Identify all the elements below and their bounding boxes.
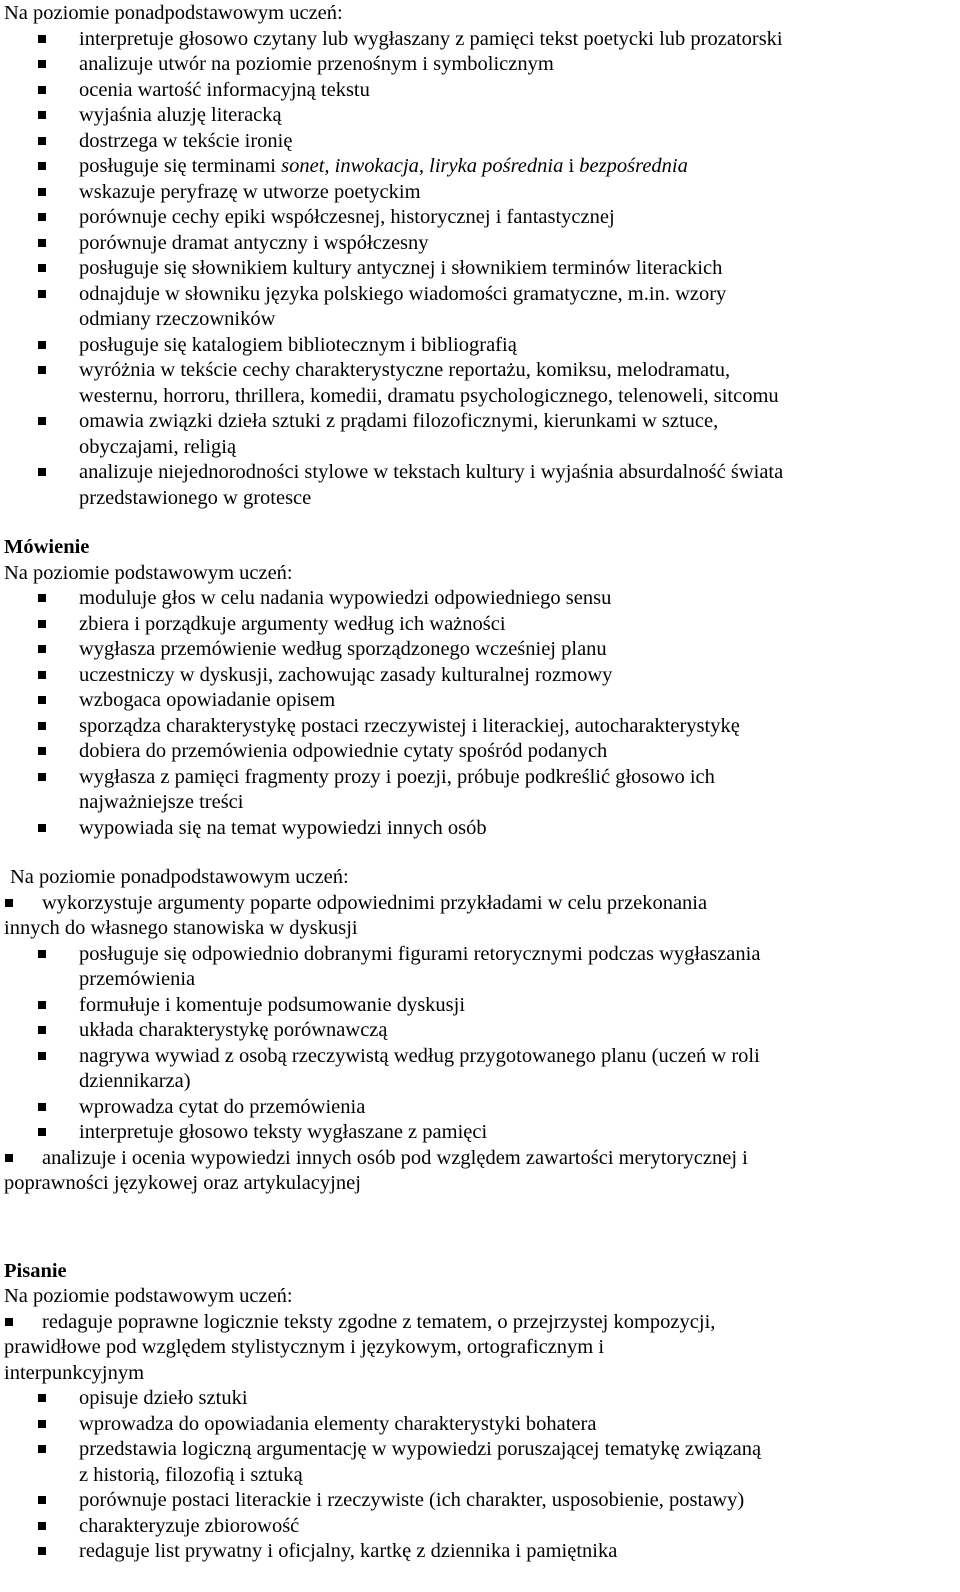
bullet-icon — [5, 899, 13, 907]
list-item — [4, 1018, 952, 1044]
list-item — [4, 52, 952, 78]
list-item-text: wygłasza przemówienie według sporządzonego wcześniej planu — [79, 638, 607, 660]
bullet-icon — [38, 1026, 46, 1034]
list-item — [4, 891, 952, 917]
bullet-icon — [38, 671, 46, 679]
speaking-advanced-last-item — [4, 1146, 952, 1197]
list-item — [4, 27, 952, 53]
bullet-icon — [38, 1496, 46, 1504]
list-item-text: wyjaśnia aluzję literacką — [79, 104, 282, 126]
list-item-text: wykorzystuje argumenty poparte odpowiednimi przykładami w celu przekonania — [42, 891, 708, 914]
bullet-icon — [38, 1522, 46, 1530]
list-item-text: odnajduje w słowniku języka polskiego wiadomości gramatyczne, m.in. wzory — [79, 282, 727, 305]
bullet-icon — [38, 1052, 46, 1060]
list-item — [4, 460, 952, 486]
bullet-icon — [38, 645, 46, 653]
list-item-text: posługuje się słownikiem kultury antycznej i słownikiem terminów literackich — [79, 257, 723, 279]
bullet-icon — [38, 1001, 46, 1009]
list-item — [4, 714, 952, 740]
list-item-text: innych do własnego stanowiska w dyskusji — [4, 917, 358, 939]
bullet-icon — [38, 1128, 46, 1136]
list-item-text: redaguje poprawne logicznie teksty zgodne z tematem, o przejrzystej kompozycji, — [42, 1310, 716, 1333]
list-item-continuation — [4, 384, 952, 410]
list-item-text: obyczajami, religią — [79, 435, 237, 458]
list-item — [4, 256, 952, 282]
list-item-text: wprowadza cytat do przemówienia — [79, 1095, 366, 1118]
list-item-text: z historią, filozofią i sztuką — [79, 1463, 303, 1486]
list-item-text: posługuje się katalogiem bibliotecznym i bibliografią — [79, 333, 517, 356]
bullet-icon — [38, 366, 46, 374]
list-item-text: prawidłowe pod względem stylistycznym i językowym, ortograficznym i — [4, 1336, 605, 1358]
list-item-continuation — [4, 435, 952, 461]
list-item — [4, 688, 952, 714]
list-item-text: westernu, horroru, thrillera, komedii, dramatu psychologicznego, telenoweli, sitcomu — [79, 384, 779, 407]
bullet-icon — [5, 1318, 13, 1326]
level-label: Na poziomie podstawowym uczeń: — [4, 561, 293, 584]
bullet-icon — [38, 35, 46, 43]
bullet-icon — [38, 86, 46, 94]
bullet-icon — [38, 111, 46, 119]
list-item — [4, 1146, 952, 1172]
document-page — [4, 1, 952, 1565]
list-item — [4, 1539, 952, 1565]
bullet-icon — [38, 213, 46, 221]
speaking-basic-list — [4, 586, 952, 841]
list-item — [4, 816, 952, 842]
list-item-text: charakteryzuje zbiorowość — [79, 1514, 300, 1537]
list-item — [4, 637, 952, 663]
list-item-text: układa charakterystykę porównawczą — [79, 1019, 388, 1041]
list-item — [4, 129, 952, 155]
list-item-continuation — [4, 916, 952, 942]
list-item-continuation — [4, 1463, 952, 1489]
level-label: Na poziomie ponadpodstawowym uczeń: — [4, 2, 343, 24]
list-item — [4, 993, 952, 1019]
bullet-icon — [38, 60, 46, 68]
list-item — [4, 205, 952, 231]
list-item-continuation — [4, 1361, 952, 1387]
bullet-icon — [38, 137, 46, 145]
list-item-continuation — [4, 486, 952, 512]
bullet-icon — [38, 1420, 46, 1428]
list-item-text: formułuje i komentuje podsumowanie dyskusji — [79, 993, 466, 1016]
list-item-text: przedstawionego w grotesce — [79, 486, 312, 509]
list-item — [4, 586, 952, 612]
list-item — [4, 765, 952, 791]
list-item — [4, 333, 952, 359]
list-item-text: analizuje i ocenia wypowiedzi innych osób pod względem zawartości merytorycznej i — [42, 1146, 748, 1169]
list-item-text: posługuje się terminami — [79, 155, 282, 177]
list-item — [4, 1120, 952, 1146]
list-item-text: redaguje list prywatny i oficjalny, kartkę z dziennika i pamiętnika — [79, 1540, 618, 1562]
list-item-continuation — [4, 1335, 952, 1361]
list-item-text: opisuje dzieło sztuki — [79, 1387, 248, 1409]
list-item — [4, 180, 952, 206]
list-item-text: wygłasza z pamięci fragmenty prozy i poezji, próbuje podkreślić głosowo ich — [79, 765, 715, 788]
list-item-continuation — [4, 307, 952, 333]
bullet-icon — [38, 773, 46, 781]
list-item — [4, 78, 952, 104]
list-item — [4, 1514, 952, 1540]
list-item — [4, 942, 952, 968]
bullet-icon — [38, 188, 46, 196]
bullet-icon — [38, 747, 46, 755]
list-item-text: przemówienia — [79, 968, 196, 990]
bullet-icon — [38, 162, 46, 170]
list-item-text: sporządza charakterystykę postaci rzeczywistej i literackiej, autocharakterystykę — [79, 714, 740, 737]
bullet-icon — [38, 468, 46, 476]
list-item — [4, 663, 952, 689]
speaking-advanced-first-item — [4, 891, 952, 942]
list-item-text: zbiera i porządkuje argumenty według ich ważności — [79, 612, 506, 635]
bullet-icon — [38, 696, 46, 704]
list-item-text: porównuje cechy epiki współczesnej, historycznej i fantastycznej — [79, 206, 615, 228]
bullet-icon — [38, 1445, 46, 1453]
list-item-text: moduluje głos w celu nadania wypowiedzi odpowiedniego sensu — [79, 587, 612, 609]
list-item — [4, 1437, 952, 1463]
list-item — [4, 612, 952, 638]
bullet-icon — [38, 264, 46, 272]
bullet-icon — [38, 620, 46, 628]
list-item — [4, 1488, 952, 1514]
bullet-icon — [38, 341, 46, 349]
list-item-text: odmiany rzeczowników — [79, 308, 276, 330]
bullet-icon — [38, 950, 46, 958]
advanced-reading-list — [4, 27, 952, 512]
list-item-text: omawia związki dzieła sztuki z prądami filozoficznymi, kierunkami w sztuce, — [79, 410, 719, 432]
italic-term: sonet, inwokacja, liryka pośrednia — [281, 155, 564, 177]
list-item-text: dziennikarza) — [79, 1070, 191, 1092]
list-item-text: wyróżnia w tekście cechy charakterystyczne reportażu, komiksu, melodramatu, — [79, 359, 731, 381]
list-item-text: interpretuje głosowo teksty wygłaszane z pamięci — [79, 1121, 488, 1143]
bullet-icon — [38, 417, 46, 425]
list-item — [4, 739, 952, 765]
list-item — [4, 1044, 952, 1070]
list-item-text: poprawności językowej oraz artykulacyjnej — [4, 1172, 361, 1194]
bullet-icon — [5, 1154, 13, 1162]
bullet-icon — [38, 290, 46, 298]
list-item — [4, 409, 952, 435]
bullet-icon — [38, 594, 46, 602]
list-item-text: porównuje postaci literackie i rzeczywiste (ich charakter, usposobienie, postawy) — [79, 1489, 745, 1511]
list-item — [4, 282, 952, 308]
list-item-text: analizuje niejednorodności stylowe w tekstach kultury i wyjaśnia absurdalność świata — [79, 461, 784, 483]
list-item-text: dostrzega w tekście ironię — [79, 129, 293, 152]
list-item-text: analizuje utwór na poziomie przenośnym i symbolicznym — [79, 53, 554, 75]
list-item — [4, 154, 952, 180]
list-item-text: najważniejsze treści — [79, 791, 244, 813]
list-item-text: ocenia wartość informacyjną tekstu — [79, 78, 370, 101]
bullet-icon — [38, 722, 46, 730]
list-item-text: porównuje dramat antyczny i współczesny — [79, 231, 429, 254]
speaking-advanced-list — [4, 942, 952, 1146]
section-heading-pisanie: Pisanie — [4, 1259, 67, 1282]
list-item-text: posługuje się odpowiednio dobranymi figurami retorycznymi podczas wygłaszania — [79, 942, 761, 965]
list-item — [4, 1386, 952, 1412]
list-item-text: wzbogaca opowiadanie opisem — [79, 689, 336, 711]
list-item-text: uczestniczy w dyskusji, zachowując zasady kulturalnej rozmowy — [79, 663, 613, 686]
list-item — [4, 103, 952, 129]
list-item — [4, 1310, 952, 1336]
list-item-text: wprowadza do opowiadania elementy charakterystyki bohatera — [79, 1412, 597, 1435]
list-item-continuation — [4, 1069, 952, 1095]
section-heading-mowienie: Mówienie — [4, 536, 90, 558]
list-item-text: interpunkcyjnym — [4, 1361, 145, 1384]
list-item-text: interpretuje głosowo czytany lub wygłaszany z pamięci tekst poetycki lub prozatorski — [79, 27, 783, 50]
italic-term: bezpośrednia — [579, 155, 688, 177]
bullet-icon — [38, 1394, 46, 1402]
level-label: Na poziomie ponadpodstawowym uczeń: — [10, 866, 349, 888]
writing-first-item — [4, 1310, 952, 1387]
list-item — [4, 358, 952, 384]
bullet-icon — [38, 1103, 46, 1111]
level-label: Na poziomie podstawowym uczeń: — [4, 1285, 293, 1307]
list-item — [4, 1095, 952, 1121]
list-item — [4, 231, 952, 257]
writing-list — [4, 1386, 952, 1565]
list-item-continuation — [4, 790, 952, 816]
bullet-icon — [38, 1547, 46, 1555]
list-item — [4, 1412, 952, 1438]
list-item-text: i — [563, 155, 580, 177]
bullet-icon — [38, 824, 46, 832]
list-item-text: dobiera do przemówienia odpowiednie cytaty spośród podanych — [79, 740, 608, 762]
bullet-icon — [38, 239, 46, 247]
list-item-continuation — [4, 1171, 952, 1197]
list-item-text: przedstawia logiczną argumentację w wypowiedzi poruszającej tematykę związaną — [79, 1438, 762, 1460]
list-item-text: wskazuje peryfrazę w utworze poetyckim — [79, 180, 421, 203]
list-item-text: wypowiada się na temat wypowiedzi innych osób — [79, 816, 487, 839]
list-item-continuation — [4, 967, 952, 993]
list-item-text: nagrywa wywiad z osobą rzeczywistą według przygotowanego planu (uczeń w roli — [79, 1044, 760, 1067]
